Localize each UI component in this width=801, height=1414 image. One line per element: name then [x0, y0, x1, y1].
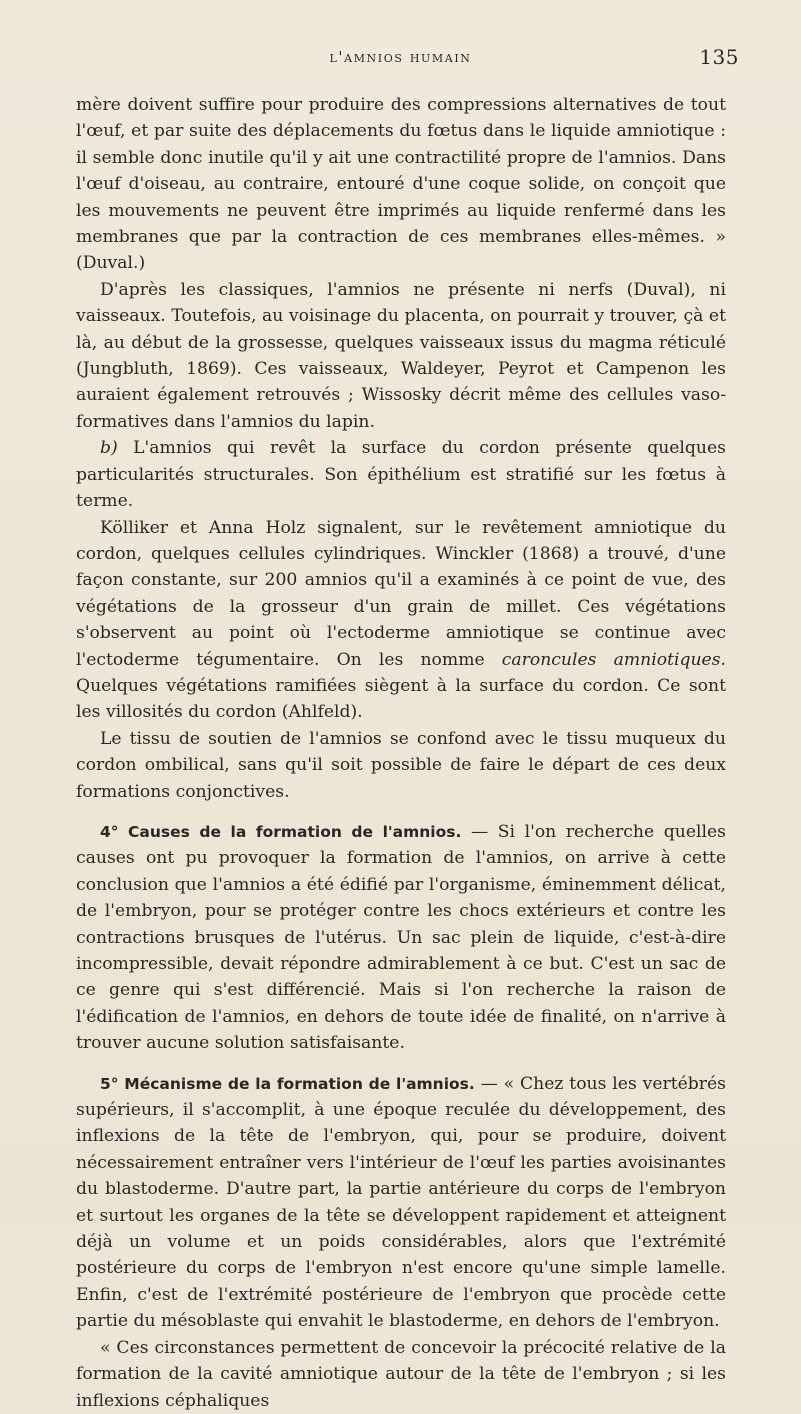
- paragraph-text: « Ces circonstances permettent de concevoir la précocité relative de la formation de la cavité amniotique autour de la tête de l'embryon ; si les inflexions céphaliques: [76, 1337, 726, 1411]
- paragraph-kolliker: [76, 515, 726, 726]
- section-mechanism: [76, 1071, 726, 1335]
- paragraph-text: D'après les classiques, l'amnios ne présente ni nerfs (Duval), ni vaisseaux. Toutefois, au voisinage du placenta, on pourrait y trouver, çà et là, au début de la grossesse, quelques vaisseaux issus du magma réticulé (Jungbluth, 1869). Ces vaisseaux, Waldeyer, Peyrot et Campenon les auraient également retrouvés ; Wissosky décrit même des cellules vaso-formatives dans l'amnios du lapin.: [76, 279, 726, 432]
- paragraph-tissue: [76, 726, 726, 805]
- paragraph-text: Quelques végétations ramifiées siègent à la surface du cordon. Ce sont les villosités du cordon (Ahlfeld).: [76, 675, 726, 723]
- paragraph-cord-amnion: [76, 435, 726, 514]
- section-heading: 5° Mécanisme de la formation de l'amnios.: [100, 1074, 475, 1093]
- italic-term: caroncules amniotiques.: [501, 649, 727, 670]
- page-number: 135: [699, 45, 739, 69]
- running-header: [0, 44, 801, 74]
- paragraph-text: Le tissu de soutien de l'amnios se confond avec le tissu muqueux du cordon ombilical, sans qu'il soit possible de faire le départ de ces deux formations conjonctives.: [76, 728, 726, 802]
- paragraph-text: — Si l'on recherche quelles causes ont pu provoquer la formation de l'amnios, on arrive à cette conclusion que l'amnios a été édifié par l'organisme, éminemment délicat, de l'embryon, pour se protéger contre les chocs extérieurs et contre les contractions brusques de l'utérus. Un sac plein de liquide, c'est-à-dire incompressible, devait répondre admirablement à ce but. C'est un sac de ce genre qui s'est différencié. Mais si l'on recherche la raison de l'édification de l'amnios, en dehors de toute idée de finalité, on n'arrive à trouver aucune solution satisfaisante.: [76, 821, 726, 1054]
- paragraph-vessels: [76, 277, 726, 435]
- paragraph-text: mère doivent suffire pour produire des compressions alternatives de tout l'œuf, et par suite des déplacements du fœtus dans le liquide amniotique : il semble donc inutile qu'il y ait une contractilité propre de l'amnios. Dans l'œuf d'oiseau, au contraire, entouré d'une coque solide, on conçoit que les mouvements ne peuvent être imprimés au liquide renfermé dans les membranes que par la contraction de ces membranes elles-mêmes. » (Duval.): [76, 95, 726, 274]
- section-heading: 4° Causes de la formation de l'amnios.: [100, 822, 462, 841]
- paragraph-quote-continuation: [76, 1335, 726, 1414]
- section-label: b): [100, 438, 118, 459]
- running-title: l'amnios humain: [329, 48, 472, 66]
- paragraph-text: — « Chez tous les vertébrés supérieurs, il s'accomplit, à une époque reculée du développement, des inflexions de la tête de l'embryon, qui, pour se produire, doivent nécessairement entraîner vers l'intérieur de l'œuf les parties avoisinantes du blastoderme. D'autre part, la partie antérieure du corps de l'embryon et surtout les organes de la tête se développent rapidement et atteignent déjà un volume et un poids considérables, alors que l'extrémité postérieure du corps de l'embryon n'est encore qu'une simple lamelle. Enfin, c'est de l'extrémité postérieure de l'embryon que procède cette partie du mésoblaste qui envahit le blastoderme, en dehors de l'embryon.: [76, 1073, 726, 1332]
- paragraph-text: L'amnios qui revêt la surface du cordon présente quelques particularités structurales. Son épithélium est stratifié sur les fœtus à terme.: [76, 438, 726, 512]
- section-causes: [76, 819, 726, 1057]
- paragraph-text: Kölliker et Anna Holz signalent, sur le revêtement amniotique du cordon, quelques cellules cylindriques. Winckler (1868) a trouvé, d'une façon constante, sur 200 amnios qu'il a examinés à ce point de vue, des végétations de la grosseur d'un grain de millet. Ces végétations s'observent au point où l'ectoderme amniotique se continue avec l'ectoderme tégumentaire. On les nomme: [76, 517, 726, 670]
- paragraph-continuation: [76, 92, 726, 277]
- body-text: [76, 92, 726, 1414]
